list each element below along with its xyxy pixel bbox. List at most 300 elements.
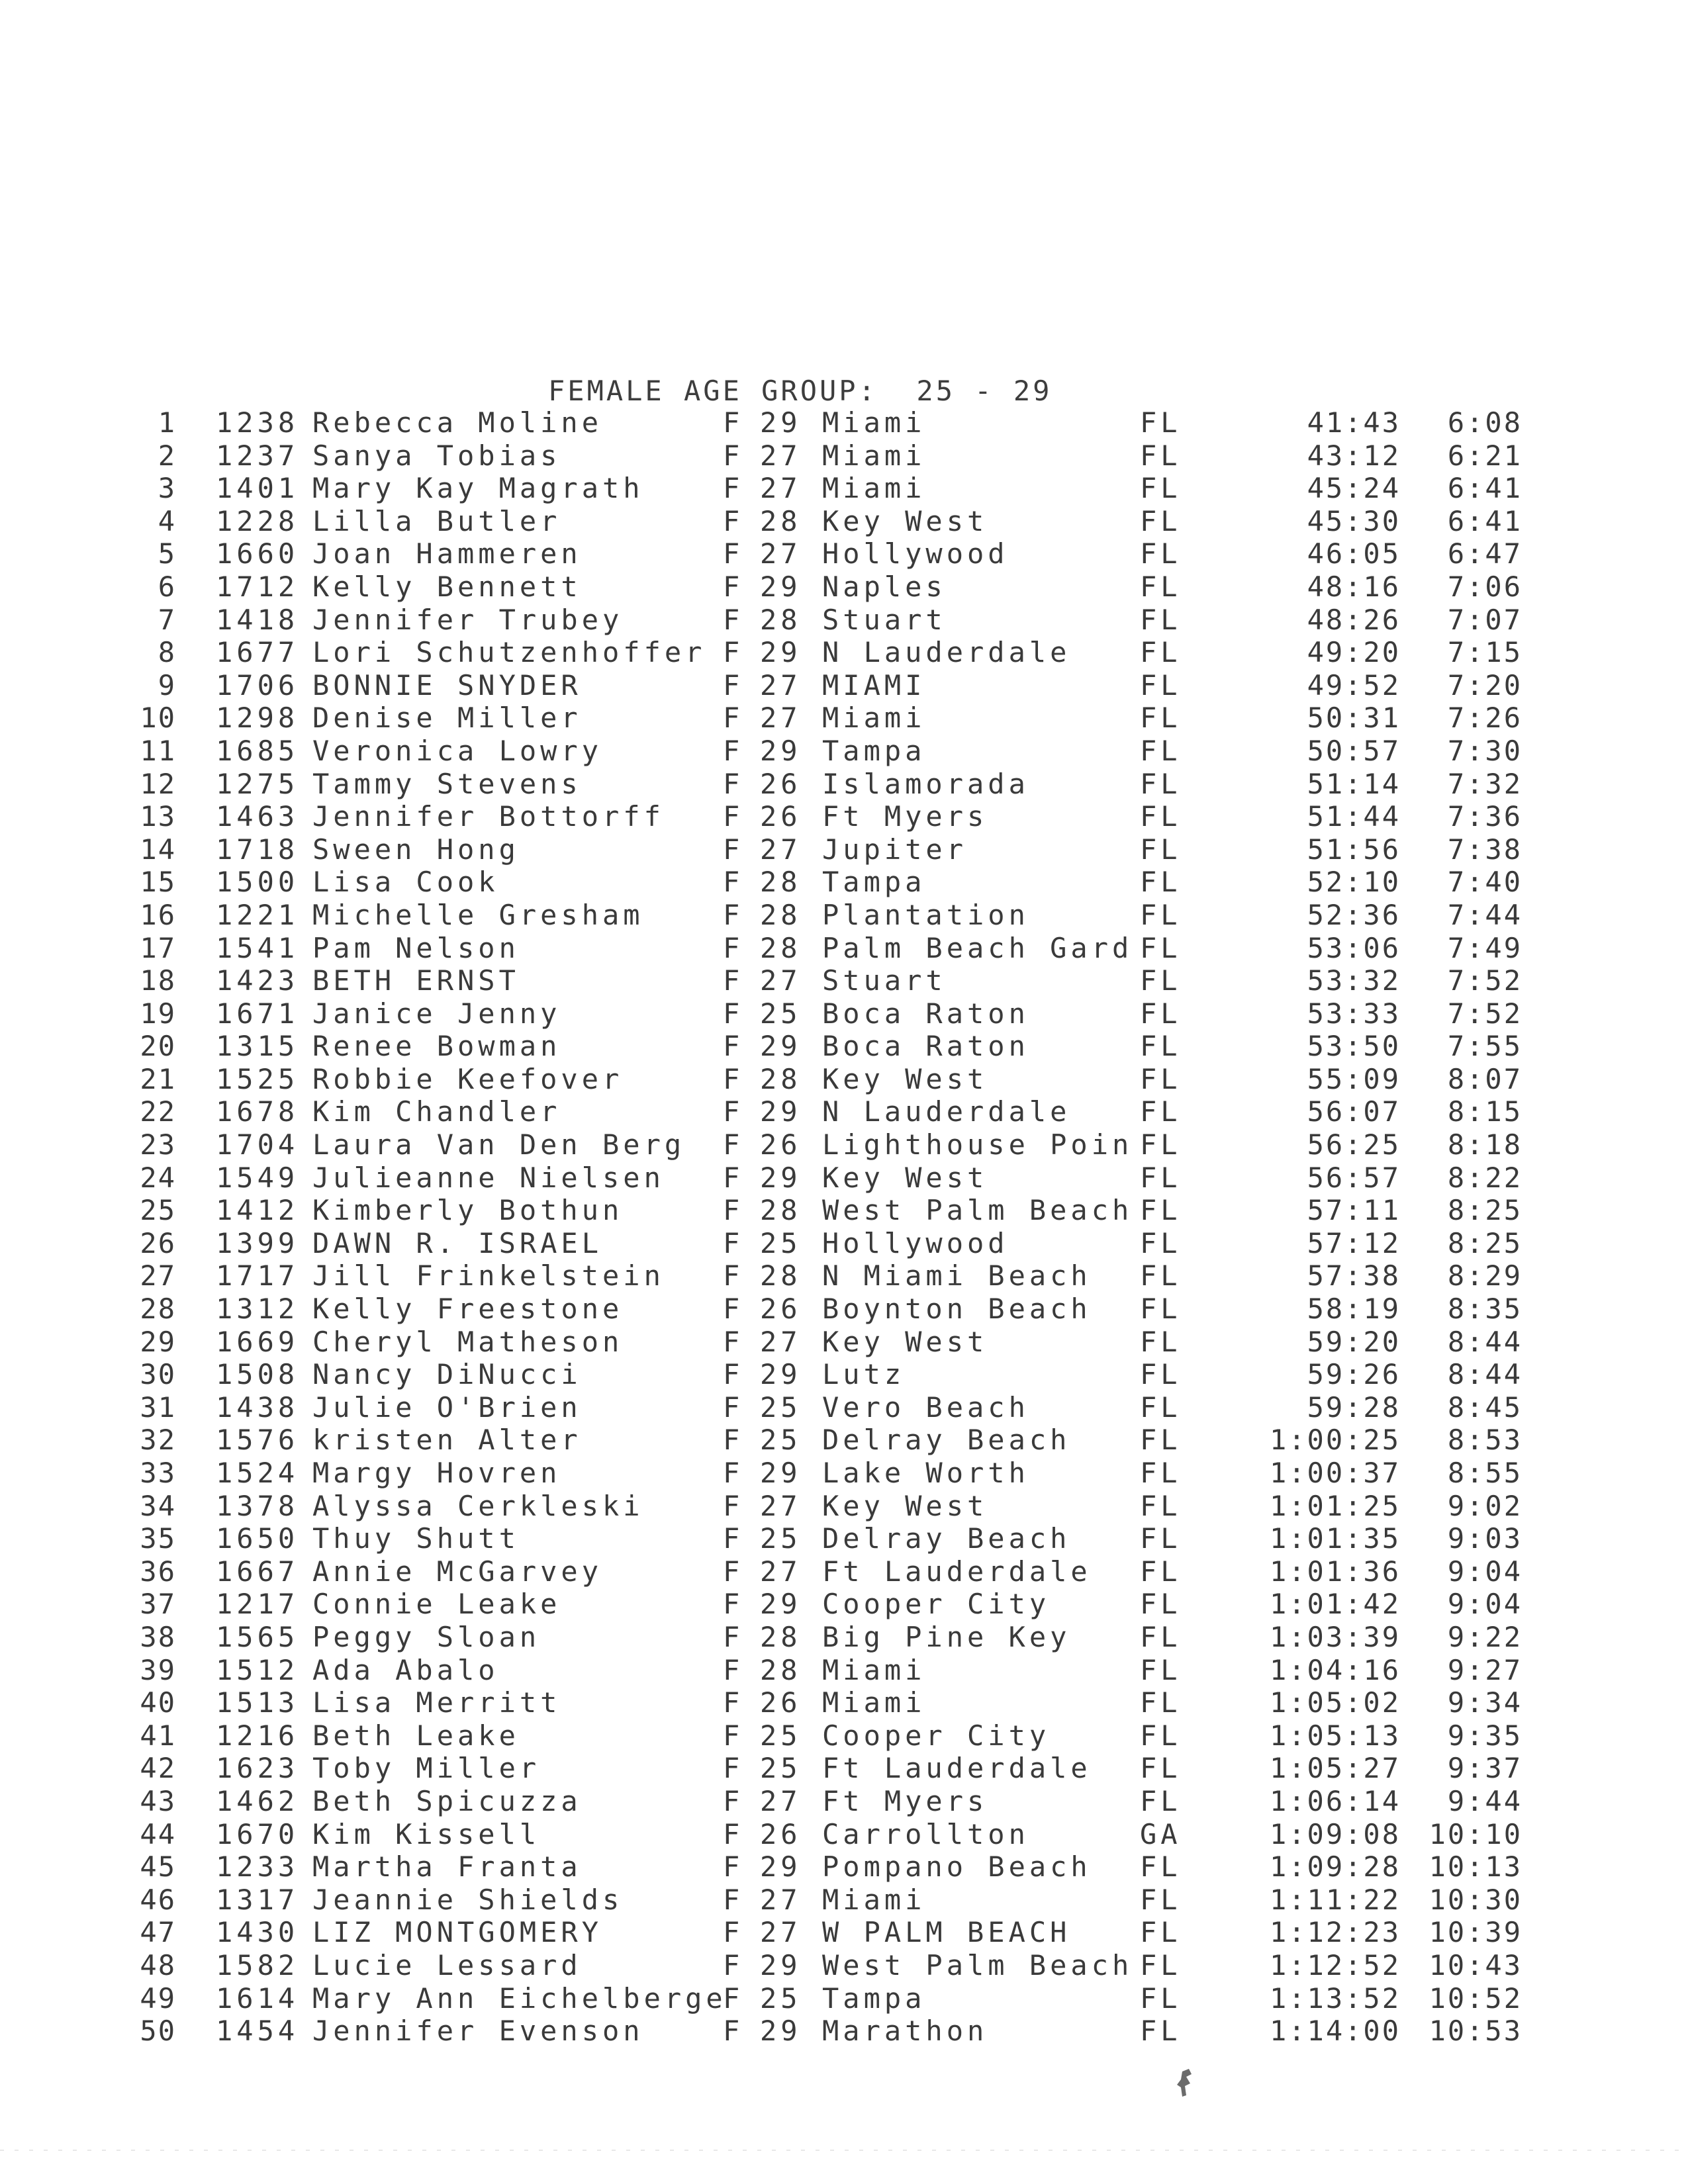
result-age: 28 <box>760 1620 802 1653</box>
result-place: 42 <box>140 1752 176 1785</box>
result-name: Joan Hammeren <box>312 537 582 570</box>
result-sex: F <box>723 702 744 735</box>
result-age: 29 <box>760 570 802 603</box>
result-state: FL <box>1140 1259 1182 1293</box>
result-pace: 7:32 <box>1447 767 1523 800</box>
result-time: 59:20 <box>1307 1325 1401 1358</box>
result-place: 44 <box>140 1817 176 1850</box>
result-sex: F <box>723 537 744 570</box>
result-name: Sween Hong <box>312 833 520 866</box>
result-row <box>0 1030 1688 1063</box>
result-pace: 7:40 <box>1447 866 1523 899</box>
result-row <box>0 1621 1688 1654</box>
result-time: 1:09:08 <box>1269 1817 1401 1850</box>
result-name: LIZ MONTGOMERY <box>312 1916 603 1949</box>
result-sex: F <box>723 1489 744 1522</box>
result-place: 24 <box>140 1161 176 1194</box>
result-city: Carrollton <box>822 1817 1029 1850</box>
result-sex: F <box>723 1784 744 1817</box>
result-bib: 1667 <box>216 1555 299 1588</box>
age-group-heading: FEMALE AGE GROUP: 25 - 29 <box>548 375 1053 407</box>
result-state: FL <box>1140 603 1182 636</box>
result-age: 29 <box>760 1850 802 1884</box>
result-pace: 7:07 <box>1447 603 1523 636</box>
result-time: 50:31 <box>1307 702 1401 735</box>
result-bib: 1401 <box>216 472 299 505</box>
result-pace: 8:44 <box>1447 1325 1523 1358</box>
result-pace: 7:38 <box>1447 833 1523 866</box>
result-name: Renee Bowman <box>312 1030 561 1063</box>
result-name: Mary Kay Magrath <box>312 472 644 505</box>
result-state: FL <box>1140 898 1182 931</box>
result-place: 19 <box>140 997 176 1030</box>
result-place: 18 <box>140 964 176 997</box>
result-city: Boca Raton <box>822 1030 1029 1063</box>
result-city: Boca Raton <box>822 997 1029 1030</box>
result-bib: 1438 <box>216 1390 299 1424</box>
result-place: 6 <box>158 570 176 603</box>
result-age: 26 <box>760 1293 802 1326</box>
result-place: 20 <box>140 1030 176 1063</box>
result-name: Margy Hovren <box>312 1457 561 1489</box>
result-place: 11 <box>140 734 176 767</box>
result-time: 58:19 <box>1307 1293 1401 1326</box>
result-state: FL <box>1140 1128 1182 1161</box>
result-sex: F <box>723 1916 744 1949</box>
result-city: Lighthouse Poin <box>822 1128 1133 1161</box>
result-age: 26 <box>760 1686 802 1719</box>
result-time: 59:28 <box>1307 1390 1401 1424</box>
result-name: Lori Schutzenhoffer <box>312 636 706 669</box>
result-city: Lutz <box>822 1358 906 1391</box>
result-bib: 1582 <box>216 1948 299 1981</box>
result-time: 52:36 <box>1307 898 1401 931</box>
result-name: Julieanne Nielsen <box>312 1161 665 1194</box>
result-city: Miami <box>822 439 926 472</box>
result-time: 56:57 <box>1307 1161 1401 1194</box>
result-place: 10 <box>140 702 176 735</box>
result-row <box>0 1654 1688 1687</box>
result-pace: 7:49 <box>1447 931 1523 964</box>
result-age: 27 <box>760 964 802 997</box>
result-row <box>0 537 1688 570</box>
result-time: 1:01:42 <box>1269 1588 1401 1621</box>
result-pace: 8:45 <box>1447 1390 1523 1424</box>
result-row <box>0 2015 1688 2048</box>
result-time: 50:57 <box>1307 734 1401 767</box>
result-name: Lisa Cook <box>312 866 499 899</box>
result-sex: F <box>723 1424 744 1457</box>
result-pace: 8:18 <box>1447 1128 1523 1161</box>
result-city: Vero Beach <box>822 1390 1029 1424</box>
result-city: Jupiter <box>822 833 968 866</box>
result-state: FL <box>1140 668 1182 702</box>
result-place: 15 <box>140 866 176 899</box>
result-pace: 10:43 <box>1429 1948 1523 1981</box>
result-place: 40 <box>140 1686 176 1719</box>
result-row <box>0 1719 1688 1752</box>
result-row <box>0 570 1688 604</box>
result-place: 36 <box>140 1555 176 1588</box>
result-state: FL <box>1140 439 1182 472</box>
result-place: 9 <box>158 668 176 702</box>
result-time: 46:05 <box>1307 537 1401 570</box>
result-name: Michelle Gresham <box>312 898 644 931</box>
result-row <box>0 964 1688 997</box>
result-time: 51:14 <box>1307 767 1401 800</box>
result-place: 33 <box>140 1457 176 1489</box>
result-bib: 1418 <box>216 603 299 636</box>
result-name: BONNIE SNYDER <box>312 668 582 702</box>
result-bib: 1512 <box>216 1653 299 1686</box>
result-row <box>0 1227 1688 1260</box>
result-name: Jennifer Trubey <box>312 603 624 636</box>
result-city: Hollywood <box>822 537 1009 570</box>
result-state: FL <box>1140 1653 1182 1686</box>
result-state: FL <box>1140 570 1182 603</box>
result-time: 1:00:25 <box>1269 1424 1401 1457</box>
result-place: 16 <box>140 898 176 931</box>
result-state: FL <box>1140 1062 1182 1095</box>
result-pace: 8:07 <box>1447 1062 1523 1095</box>
result-sex: F <box>723 1161 744 1194</box>
result-time: 48:16 <box>1307 570 1401 603</box>
result-place: 5 <box>158 537 176 570</box>
result-age: 29 <box>760 734 802 767</box>
result-row <box>0 1161 1688 1195</box>
result-city: Cooper City <box>822 1588 1051 1621</box>
result-city: Lake Worth <box>822 1457 1029 1489</box>
result-pace: 9:27 <box>1447 1653 1523 1686</box>
result-bib: 1221 <box>216 898 299 931</box>
result-city: Pompano Beach <box>822 1850 1092 1884</box>
result-name: Annie McGarvey <box>312 1555 603 1588</box>
result-place: 21 <box>140 1062 176 1095</box>
result-name: Rebecca Moline <box>312 406 603 439</box>
result-sex: F <box>723 504 744 537</box>
result-city: West Palm Beach <box>822 1194 1133 1227</box>
result-time: 49:52 <box>1307 668 1401 702</box>
result-row <box>0 406 1688 439</box>
result-name: Mary Ann Eichelberge <box>312 1981 727 2015</box>
result-pace: 9:04 <box>1447 1588 1523 1621</box>
result-age: 26 <box>760 800 802 833</box>
result-place: 26 <box>140 1226 176 1259</box>
result-time: 59:26 <box>1307 1358 1401 1391</box>
result-city: Marathon <box>822 2015 988 2048</box>
result-time: 56:25 <box>1307 1128 1401 1161</box>
result-age: 26 <box>760 1128 802 1161</box>
result-sex: F <box>723 1358 744 1391</box>
result-sex: F <box>723 570 744 603</box>
result-age: 25 <box>760 1752 802 1785</box>
result-pace: 10:30 <box>1429 1883 1523 1916</box>
result-time: 51:56 <box>1307 833 1401 866</box>
result-age: 27 <box>760 833 802 866</box>
result-name: Pam Nelson <box>312 931 520 964</box>
result-time: 53:33 <box>1307 997 1401 1030</box>
result-name: DAWN R. ISRAEL <box>312 1226 603 1259</box>
result-sex: F <box>723 439 744 472</box>
result-row <box>0 932 1688 965</box>
result-row <box>0 1128 1688 1161</box>
result-age: 25 <box>760 1226 802 1259</box>
result-age: 27 <box>760 439 802 472</box>
result-age: 25 <box>760 997 802 1030</box>
result-place: 25 <box>140 1194 176 1227</box>
result-state: FL <box>1140 964 1182 997</box>
result-name: Cheryl Matheson <box>312 1325 624 1358</box>
result-row <box>0 1063 1688 1096</box>
result-row <box>0 439 1688 473</box>
result-pace: 7:20 <box>1447 668 1523 702</box>
result-sex: F <box>723 1817 744 1850</box>
result-state: FL <box>1140 734 1182 767</box>
result-pace: 8:29 <box>1447 1259 1523 1293</box>
result-age: 28 <box>760 1062 802 1095</box>
result-state: FL <box>1140 1489 1182 1522</box>
result-age: 29 <box>760 1095 802 1128</box>
result-place: 35 <box>140 1522 176 1555</box>
result-age: 29 <box>760 1358 802 1391</box>
result-name: Kimberly Bothun <box>312 1194 624 1227</box>
result-name: Beth Spicuzza <box>312 1784 582 1817</box>
result-row <box>0 1982 1688 2015</box>
result-state: FL <box>1140 767 1182 800</box>
result-age: 26 <box>760 767 802 800</box>
result-state: FL <box>1140 833 1182 866</box>
result-city: Ft Lauderdale <box>822 1752 1092 1785</box>
result-row <box>0 1850 1688 1884</box>
result-pace: 9:35 <box>1447 1719 1523 1752</box>
result-row <box>0 702 1688 735</box>
result-state: FL <box>1140 1226 1182 1259</box>
result-place: 49 <box>140 1981 176 2015</box>
result-city: N Lauderdale <box>822 636 1071 669</box>
result-name: Lisa Merritt <box>312 1686 561 1719</box>
result-age: 28 <box>760 1259 802 1293</box>
result-pace: 8:25 <box>1447 1194 1523 1227</box>
result-bib: 1399 <box>216 1226 299 1259</box>
result-bib: 1717 <box>216 1259 299 1293</box>
result-row <box>0 1884 1688 1917</box>
result-time: 56:07 <box>1307 1095 1401 1128</box>
result-age: 28 <box>760 866 802 899</box>
result-age: 27 <box>760 1883 802 1916</box>
result-age: 29 <box>760 636 802 669</box>
result-time: 53:06 <box>1307 931 1401 964</box>
result-bib: 1670 <box>216 1817 299 1850</box>
result-place: 32 <box>140 1424 176 1457</box>
result-sex: F <box>723 800 744 833</box>
result-age: 28 <box>760 504 802 537</box>
result-pace: 6:41 <box>1447 504 1523 537</box>
result-sex: F <box>723 1653 744 1686</box>
result-row <box>0 604 1688 637</box>
result-place: 27 <box>140 1259 176 1293</box>
result-name: Lucie Lessard <box>312 1948 582 1981</box>
result-bib: 1712 <box>216 570 299 603</box>
result-name: Jill Frinkelstein <box>312 1259 665 1293</box>
result-sex: F <box>723 1752 744 1785</box>
result-time: 1:01:25 <box>1269 1489 1401 1522</box>
result-row <box>0 1818 1688 1851</box>
result-bib: 1524 <box>216 1457 299 1489</box>
result-state: FL <box>1140 1948 1182 1981</box>
result-sex: F <box>723 1095 744 1128</box>
result-name: Kelly Freestone <box>312 1293 624 1326</box>
result-bib: 1317 <box>216 1883 299 1916</box>
result-pace: 7:30 <box>1447 734 1523 767</box>
result-city: Big Pine Key <box>822 1620 1071 1653</box>
result-name: Beth Leake <box>312 1719 520 1752</box>
result-row <box>0 1522 1688 1555</box>
result-bib: 1565 <box>216 1620 299 1653</box>
result-age: 27 <box>760 1325 802 1358</box>
result-bib: 1217 <box>216 1588 299 1621</box>
result-time: 1:05:02 <box>1269 1686 1401 1719</box>
result-name: Thuy Shutt <box>312 1522 520 1555</box>
result-place: 47 <box>140 1916 176 1949</box>
result-name: BETH ERNST <box>312 964 520 997</box>
result-bib: 1677 <box>216 636 299 669</box>
result-pace: 7:36 <box>1447 800 1523 833</box>
result-city: Ft Myers <box>822 1784 988 1817</box>
result-age: 29 <box>760 2015 802 2048</box>
scan-mark-icon <box>1173 2066 1199 2099</box>
result-bib: 1650 <box>216 1522 299 1555</box>
result-city: West Palm Beach <box>822 1948 1133 1981</box>
result-state: FL <box>1140 2015 1182 2048</box>
result-city: Boynton Beach <box>822 1293 1092 1326</box>
result-sex: F <box>723 1457 744 1489</box>
result-pace: 8:53 <box>1447 1424 1523 1457</box>
result-sex: F <box>723 1686 744 1719</box>
result-pace: 8:44 <box>1447 1358 1523 1391</box>
result-place: 37 <box>140 1588 176 1621</box>
result-row <box>0 1949 1688 1982</box>
result-bib: 1718 <box>216 833 299 866</box>
result-state: FL <box>1140 1095 1182 1128</box>
result-pace: 6:08 <box>1447 406 1523 439</box>
result-bib: 1614 <box>216 1981 299 2015</box>
result-place: 4 <box>158 504 176 537</box>
result-time: 48:26 <box>1307 603 1401 636</box>
result-row <box>0 833 1688 866</box>
result-city: Key West <box>822 1062 988 1095</box>
result-bib: 1315 <box>216 1030 299 1063</box>
result-name: Robbie Keefover <box>312 1062 624 1095</box>
result-city: W PALM BEACH <box>822 1916 1071 1949</box>
result-name: Alyssa Cerkleski <box>312 1489 644 1522</box>
result-state: FL <box>1140 1457 1182 1489</box>
result-state: FL <box>1140 866 1182 899</box>
result-state: FL <box>1140 1686 1182 1719</box>
result-city: Plantation <box>822 898 1029 931</box>
result-sex: F <box>723 636 744 669</box>
result-row <box>0 1916 1688 1949</box>
result-time: 1:06:14 <box>1269 1784 1401 1817</box>
result-city: Cooper City <box>822 1719 1051 1752</box>
result-time: 1:11:22 <box>1269 1883 1401 1916</box>
result-age: 28 <box>760 1653 802 1686</box>
result-bib: 1704 <box>216 1128 299 1161</box>
result-state: FL <box>1140 702 1182 735</box>
result-age: 28 <box>760 603 802 636</box>
result-row <box>0 997 1688 1030</box>
result-state: FL <box>1140 1981 1182 2015</box>
result-state: FL <box>1140 1424 1182 1457</box>
result-name: Laura Van Den Berg <box>312 1128 686 1161</box>
result-name: Peggy Sloan <box>312 1620 541 1653</box>
result-state: FL <box>1140 1555 1182 1588</box>
result-pace: 9:22 <box>1447 1620 1523 1653</box>
result-name: Tammy Stevens <box>312 767 582 800</box>
result-city: Tampa <box>822 734 926 767</box>
result-age: 25 <box>760 1981 802 2015</box>
result-age: 25 <box>760 1424 802 1457</box>
result-time: 1:12:23 <box>1269 1916 1401 1949</box>
result-bib: 1660 <box>216 537 299 570</box>
result-city: N Miami Beach <box>822 1259 1092 1293</box>
result-city: Stuart <box>822 603 947 636</box>
result-sex: F <box>723 2015 744 2048</box>
result-time: 57:12 <box>1307 1226 1401 1259</box>
result-place: 48 <box>140 1948 176 1981</box>
result-row <box>0 1358 1688 1391</box>
result-place: 41 <box>140 1719 176 1752</box>
result-age: 27 <box>760 1784 802 1817</box>
result-pace: 7:15 <box>1447 636 1523 669</box>
result-bib: 1549 <box>216 1161 299 1194</box>
result-place: 2 <box>158 439 176 472</box>
result-bib: 1412 <box>216 1194 299 1227</box>
result-city: Miami <box>822 1686 926 1719</box>
result-place: 46 <box>140 1883 176 1916</box>
result-pace: 9:44 <box>1447 1784 1523 1817</box>
result-age: 27 <box>760 1489 802 1522</box>
result-city: Miami <box>822 702 926 735</box>
result-time: 52:10 <box>1307 866 1401 899</box>
result-bib: 1576 <box>216 1424 299 1457</box>
result-row <box>0 866 1688 899</box>
result-time: 53:32 <box>1307 964 1401 997</box>
result-name: Veronica Lowry <box>312 734 603 767</box>
result-city: Miami <box>822 472 926 505</box>
result-time: 1:00:37 <box>1269 1457 1401 1489</box>
result-age: 27 <box>760 472 802 505</box>
result-row <box>0 1194 1688 1227</box>
result-sex: F <box>723 1128 744 1161</box>
result-state: FL <box>1140 504 1182 537</box>
result-time: 1:13:52 <box>1269 1981 1401 2015</box>
result-state: FL <box>1140 1194 1182 1227</box>
result-time: 43:12 <box>1307 439 1401 472</box>
result-state: FL <box>1140 1588 1182 1621</box>
result-bib: 1671 <box>216 997 299 1030</box>
result-time: 1:12:52 <box>1269 1948 1401 1981</box>
result-sex: F <box>723 472 744 505</box>
result-name: Kim Kissell <box>312 1817 541 1850</box>
result-pace: 7:55 <box>1447 1030 1523 1063</box>
result-row <box>0 1752 1688 1785</box>
scan-edge-line <box>0 2150 1688 2151</box>
result-bib: 1623 <box>216 1752 299 1785</box>
result-bib: 1430 <box>216 1916 299 1949</box>
result-city: MIAMI <box>822 668 926 702</box>
result-sex: F <box>723 1883 744 1916</box>
result-time: 55:09 <box>1307 1062 1401 1095</box>
